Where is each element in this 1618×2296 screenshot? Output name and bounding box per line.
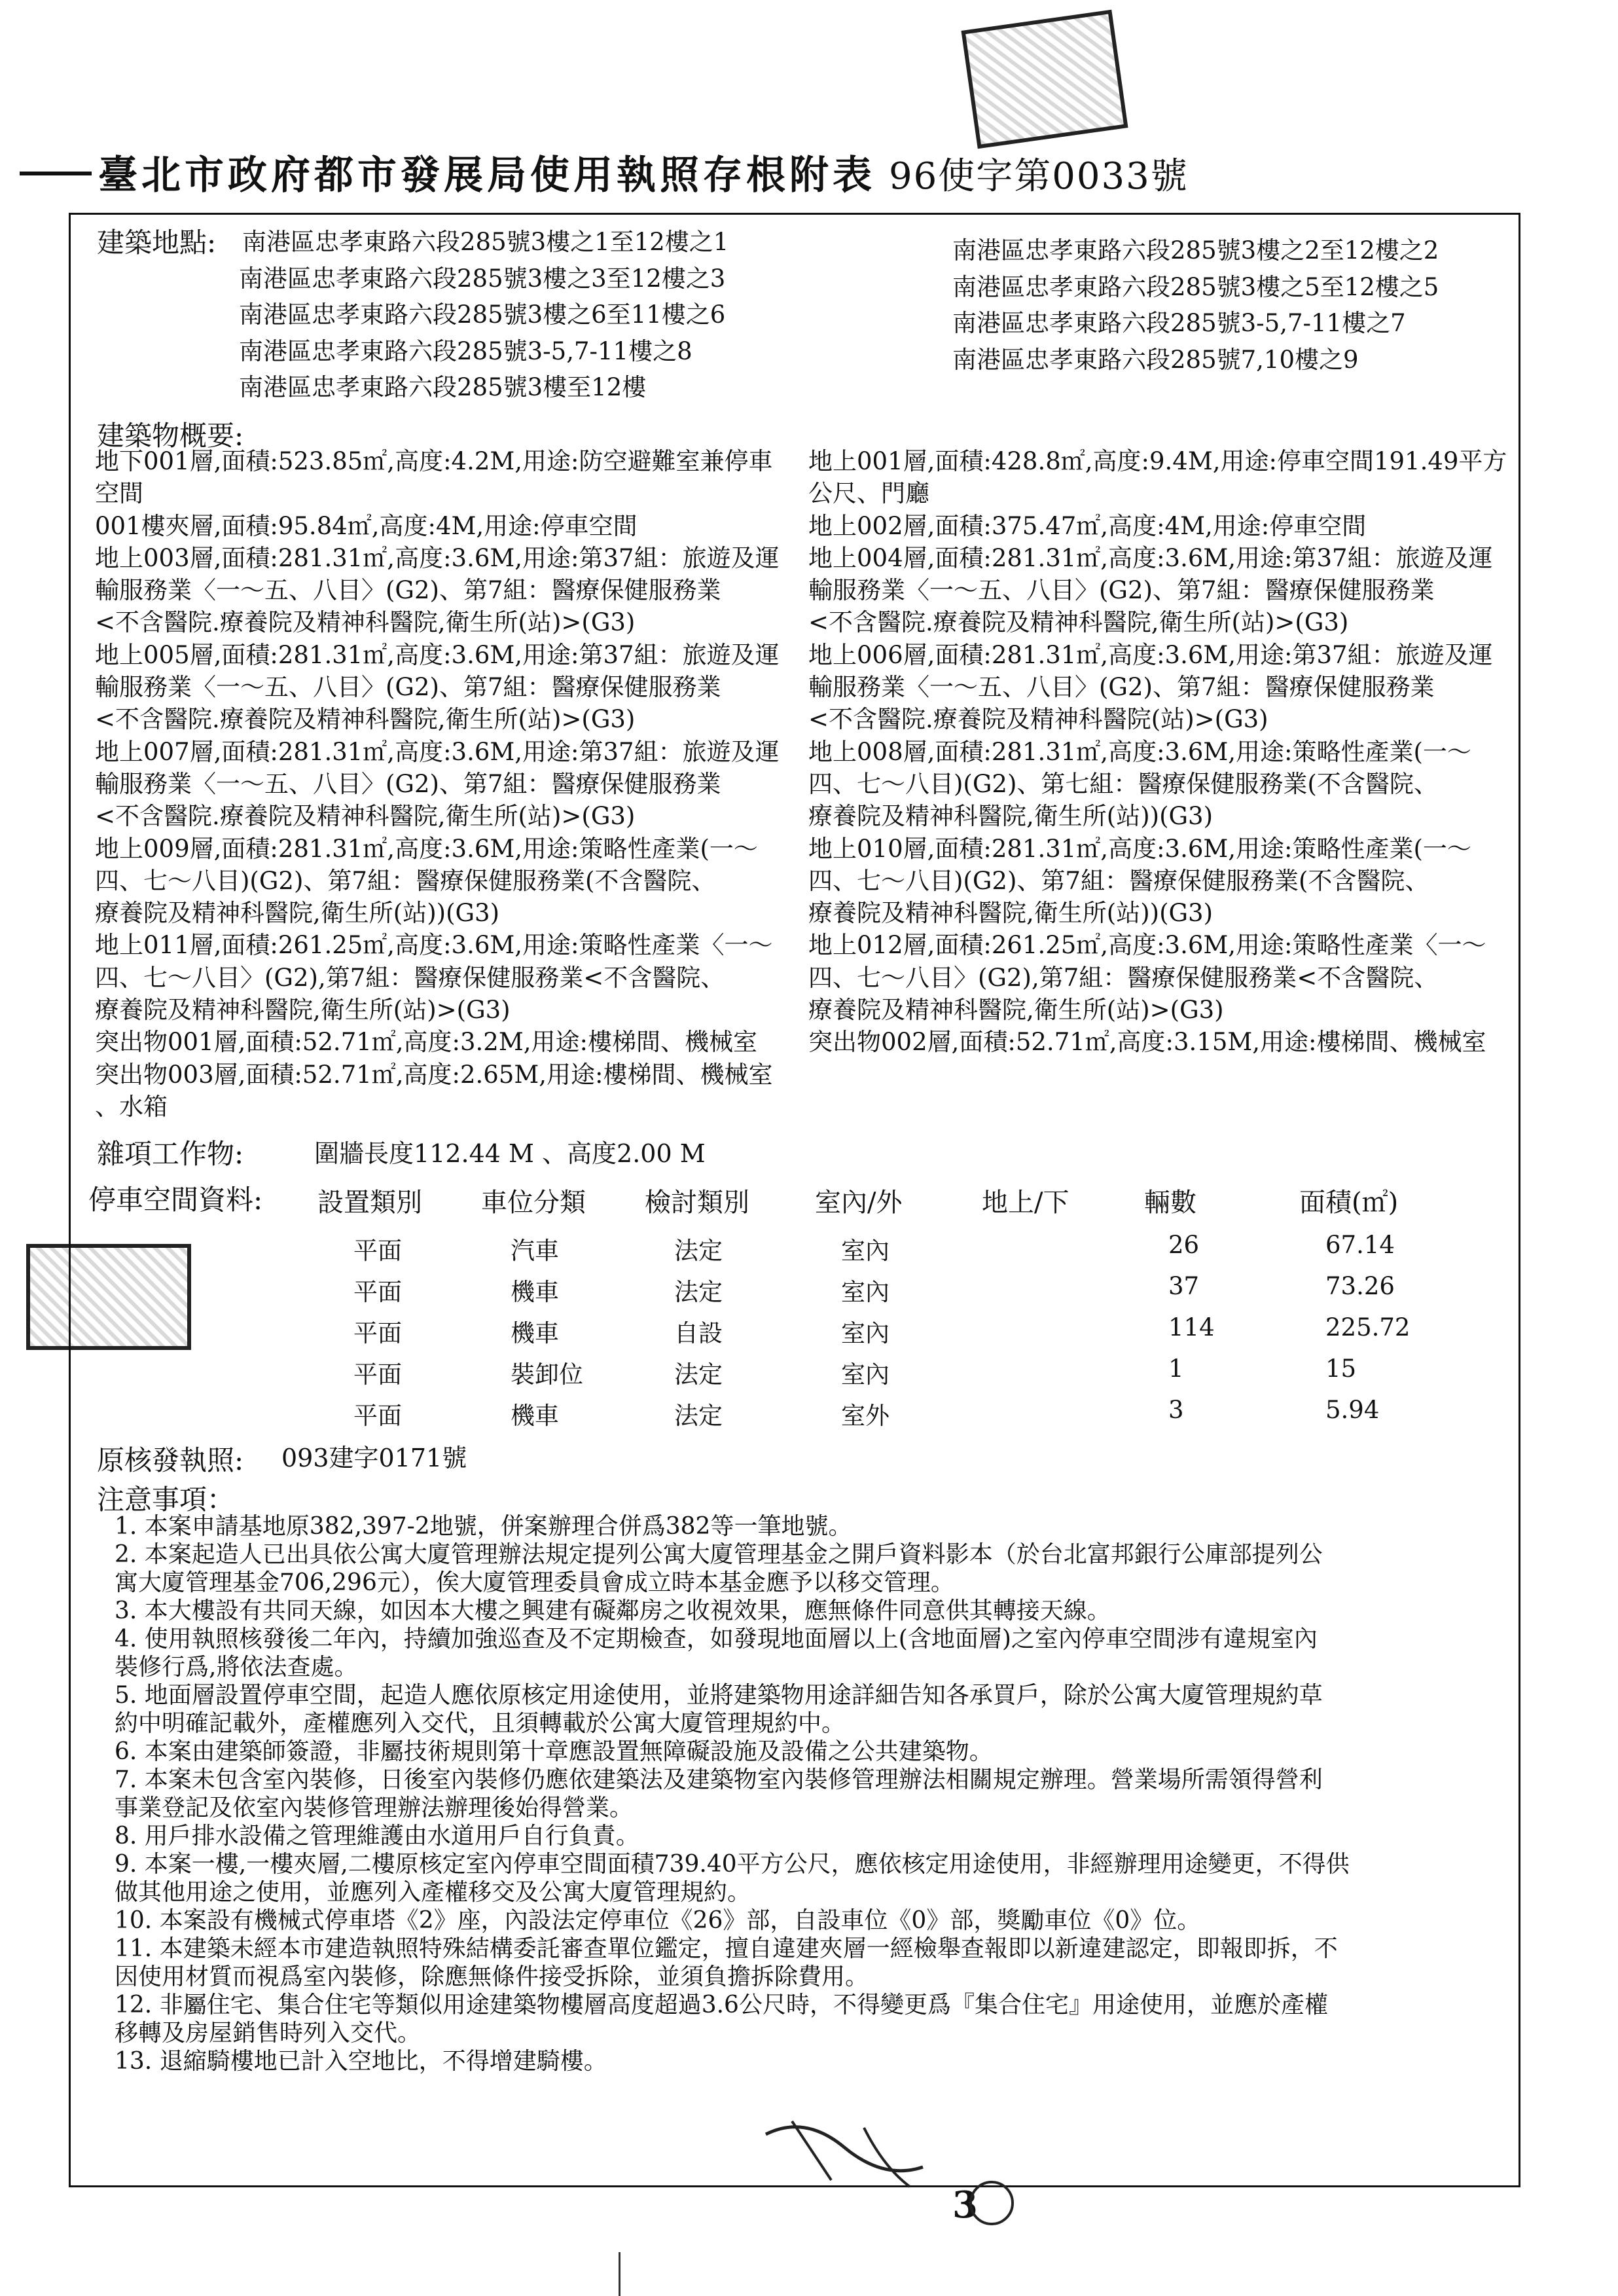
parking-header-cell: 輛數 <box>1144 1188 1196 1218</box>
overview-line: 地上007層,面積:281.31㎡,高度:3.6M,用途:第37組：旅遊及運 <box>95 737 780 766</box>
parking-cell: 室內 <box>841 1319 890 1347</box>
note-line: 寓大廈管理基金706,296元），俟大廈管理委員會成立時本基金應予以移交管理。 <box>115 1569 954 1596</box>
parking-cell: 法定 <box>674 1360 723 1389</box>
overview-line: 四、七～八目〉(G2),第7組：醫療保健服務業<不含醫院、 <box>95 963 725 992</box>
overview-line: 公尺、門廳 <box>808 479 929 508</box>
parking-cell: 平面 <box>353 1278 402 1306</box>
note-line: 6. 本案由建築師簽證，非屬技術規則第十章應設置無障礙設施及設備之公共建築物。 <box>115 1738 993 1765</box>
overview-line: 輸服務業〈一～五、八目〉(G2)、第7組：醫療保健服務業 <box>95 673 721 702</box>
site-left-list <box>223 224 728 406</box>
note-line: 5. 地面層設置停車空間，起造人應依原核定用途使用，並將建築物用途詳細告知各承買戶，除於公寓大廈管理規約草 <box>115 1682 1323 1709</box>
overview-line: <不含醫院.療養院及精神科醫院(站)>(G3) <box>808 705 1268 734</box>
misc-label: 雜項工作物: <box>97 1138 244 1170</box>
parking-header-cell: 地上/下 <box>982 1188 1070 1218</box>
overview-line: 地上012層,面積:261.25㎡,高度:3.6M,用途:策略性產業〈一～ <box>808 931 1486 960</box>
notes-label: 注意事項： <box>97 1484 235 1516</box>
overview-line: 突出物002層,面積:52.71㎡,高度:3.15M,用途:樓梯間、機械室 <box>808 1028 1486 1057</box>
permit-number: 96使字第0033號 <box>889 155 1189 198</box>
site-label: 建築地點: <box>97 227 217 259</box>
note-line: 11. 本建築未經本市建造執照特殊結構委託審查單位鑑定，擅自違建夾層一經檢舉查報即以新違建認定，即報即拆，不 <box>115 1935 1338 1962</box>
overview-line: 輸服務業〈一～五、八目〉(G2)、第7組：醫療保健服務業 <box>95 576 721 605</box>
overview-line: 四、七～八目)(G2)、第七組：醫療保健服務業(不含醫院、 <box>808 769 1438 798</box>
parking-cell: 平面 <box>353 1402 402 1430</box>
overview-right-column <box>808 445 1507 1059</box>
note-line: 13. 退縮騎樓地已計入空地比，不得增建騎樓。 <box>115 2048 607 2075</box>
original-label: 原核發執照: <box>97 1444 244 1476</box>
parking-header-cell: 室內/外 <box>815 1188 903 1218</box>
overview-left-column <box>95 445 780 1123</box>
parking-cell: 67.14 <box>1325 1231 1395 1259</box>
site-address: 南港區忠孝東路六段285號3樓之1至12樓之1 <box>242 228 729 256</box>
note-line: 9. 本案一樓,一樓夾層,二樓原核定室內停車空間面積739.40平方公尺，應依核定用途使用，非經辦理用途變更，不得供 <box>115 1851 1350 1878</box>
original-value: 093建字0171號 <box>281 1444 467 1472</box>
overview-line: 四、七～八目〉(G2),第7組：醫療保健服務業<不含醫院、 <box>808 963 1439 992</box>
parking-header-cell: 面積(㎡) <box>1299 1188 1399 1218</box>
note-line: 10. 本案設有機械式停車塔《2》座，內設法定停車位《26》部，自設車位《0》部，獎勵車位《0》位。 <box>115 1907 1201 1934</box>
overview-line: 地上010層,面積:281.31㎡,高度:3.6M,用途:策略性產業(一～ <box>808 834 1471 863</box>
parking-cell: 機車 <box>511 1319 559 1347</box>
note-line: 12. 非屬住宅、集合住宅等類似用途建築物樓層高度超過3.6公尺時，不得變更爲『集合住宅』用途使用，並應於產權 <box>115 1992 1328 2018</box>
parking-cell: 法定 <box>674 1278 723 1306</box>
overview-label: 建築物概要: <box>97 420 244 452</box>
note-line: 7. 本案未包含室內裝修，日後室內裝修仍應依建築法及建築物室內裝修管理辦法相關規定辦理。營業場所需領得營利 <box>115 1766 1323 1793</box>
parking-cell: 114 <box>1168 1313 1215 1341</box>
parking-header-cell: 設置類別 <box>317 1188 422 1218</box>
parking-cell: 平面 <box>353 1319 402 1347</box>
notes-list <box>115 1512 1350 2075</box>
overview-line: 突出物003層,面積:52.71㎡,高度:2.65M,用途:樓梯間、機械室 <box>95 1060 773 1089</box>
note-line: 移轉及房屋銷售時列入交代。 <box>115 2020 422 2047</box>
overview-line: 突出物001層,面積:52.71㎡,高度:3.2M,用途:樓梯間、機械室 <box>95 1028 757 1057</box>
parking-cell: 室內 <box>841 1360 890 1389</box>
parking-cell: 5.94 <box>1325 1396 1380 1424</box>
note-line: 2. 本案起造人已出具依公寓大廈管理辦法規定提列公寓大廈管理基金之開戶資料影本（於台北富邦銀行公庫部提列公 <box>115 1541 1323 1568</box>
parking-cell: 機車 <box>511 1278 559 1306</box>
overview-line: 地上003層,面積:281.31㎡,高度:3.6M,用途:第37組：旅遊及運 <box>95 543 780 572</box>
site-address: 南港區忠孝東路六段285號3樓之2至12樓之2 <box>952 236 1439 264</box>
overview-line: 四、七～八目)(G2)、第7組：醫療保健服務業(不含醫院、 <box>808 866 1429 895</box>
misc-value: 圍牆長度112.44 M 、高度2.00 M <box>314 1139 706 1168</box>
note-line: 1. 本案申請基地原382,397-2地號，併案辦理合併爲382等一筆地號。 <box>115 1513 852 1540</box>
site-address: 南港區忠孝東路六段285號3-5,7-11樓之8 <box>239 337 692 365</box>
note-line: 裝修行爲,將依法查處。 <box>115 1654 358 1681</box>
parking-cell: 室內 <box>841 1237 890 1265</box>
note-line: 3. 本大樓設有共同天線，如因本大樓之興建有礙鄰房之收視效果，應無條件同意供其轉接天線。 <box>115 1597 1111 1624</box>
parking-cell: 法定 <box>674 1237 723 1265</box>
overview-line: <不含醫院.療養院及精神科醫院,衛生所(站)>(G3) <box>95 608 636 637</box>
overview-line: 地上011層,面積:261.25㎡,高度:3.6M,用途:策略性產業〈一～ <box>95 931 773 960</box>
site-address: 南港區忠孝東路六段285號3樓之3至12樓之3 <box>239 264 726 293</box>
note-line: 事業登記及依室內裝修管理辦法辦理後始得營業。 <box>115 1795 634 1821</box>
parking-cell: 225.72 <box>1325 1313 1411 1341</box>
parking-cell: 裝卸位 <box>511 1360 583 1389</box>
overview-line: 輸服務業〈一～五、八目〉(G2)、第7組：醫療保健服務業 <box>808 673 1435 702</box>
overview-line: 地上005層,面積:281.31㎡,高度:3.6M,用途:第37組：旅遊及運 <box>95 640 780 669</box>
note-line: 8. 用戶排水設備之管理維護由水道用戶自行負責。 <box>115 1823 639 1850</box>
parking-cell: 37 <box>1168 1272 1200 1300</box>
site-address: 南港區忠孝東路六段285號7,10樓之9 <box>952 345 1359 374</box>
parking-cell: 73.26 <box>1325 1272 1395 1300</box>
overview-line: <不含醫院.療養院及精神科醫院,衛生所(站)>(G3) <box>95 802 636 831</box>
overview-line: 輸服務業〈一～五、八目〉(G2)、第7組：醫療保健服務業 <box>95 769 721 798</box>
site-address: 南港區忠孝東路六段285號3-5,7-11樓之7 <box>952 309 1406 337</box>
parking-header-cell: 車位分類 <box>481 1188 586 1218</box>
footer-handwritten-mark <box>753 2108 949 2213</box>
overview-line: 輸服務業〈一～五、八目〉(G2)、第7組：醫療保健服務業 <box>808 576 1435 605</box>
note-line: 4. 使用執照核發後二年內，持續加強巡查及不定期檢查，如發現地面層以上(含地面層)之室內停車空間涉有違規室內 <box>115 1626 1318 1652</box>
site-right-list <box>952 232 1439 378</box>
parking-cell: 汽車 <box>511 1237 559 1265</box>
top-seal-stamp <box>961 10 1128 149</box>
overview-line: 地上001層,面積:428.8㎡,高度:9.4M,用途:停車空間191.49平方 <box>808 447 1507 475</box>
overview-line: 療養院及精神科醫院,衛生所(站)>(G3) <box>95 996 511 1025</box>
note-line: 因使用材質而視爲室內裝修，除應無條件接受拆除，並須負擔拆除費用。 <box>115 1963 869 1990</box>
title-text: 臺北市政府都市發展局使用執照存根附表 <box>98 153 876 198</box>
page-mark: 3 <box>952 2183 978 2227</box>
parking-cell: 自設 <box>674 1319 723 1347</box>
parking-cell: 機車 <box>511 1402 559 1430</box>
header-dash-mark <box>20 172 92 175</box>
parking-cell: 3 <box>1168 1396 1184 1424</box>
fold-line <box>619 2252 620 2296</box>
note-line: 做其他用途之使用，並應列入產權移交及公寓大廈管理規約。 <box>115 1879 751 1906</box>
parking-cell: 法定 <box>674 1402 723 1430</box>
site-address: 南港區忠孝東路六段285號3樓之5至12樓之5 <box>952 272 1439 301</box>
parking-cell: 平面 <box>353 1360 402 1389</box>
overview-line: 療養院及精神科醫院,衛生所(站)>(G3) <box>808 996 1224 1025</box>
page-title <box>98 144 1189 200</box>
overview-line: 地上009層,面積:281.31㎡,高度:3.6M,用途:策略性產業(一～ <box>95 834 758 863</box>
overview-line: 療養院及精神科醫院,衛生所(站))(G3) <box>808 899 1214 928</box>
parking-label: 停車空間資料: <box>88 1184 263 1216</box>
overview-line: 療養院及精神科醫院,衛生所(站))(G3) <box>808 802 1214 831</box>
parking-cell: 15 <box>1325 1355 1357 1383</box>
overview-line: 療養院及精神科醫院,衛生所(站))(G3) <box>95 899 500 928</box>
site-address: 南港區忠孝東路六段285號3樓至12樓 <box>239 373 647 401</box>
overview-line: 地上006層,面積:281.31㎡,高度:3.6M,用途:第37組：旅遊及運 <box>808 640 1493 669</box>
overview-line: <不含醫院.療養院及精神科醫院,衛生所(站)>(G3) <box>95 705 636 734</box>
overview-line: 四、七～八目)(G2)、第7組：醫療保健服務業(不含醫院、 <box>95 866 716 895</box>
footer-circle-mark <box>962 2174 1021 2232</box>
parking-cell: 平面 <box>353 1237 402 1265</box>
overview-line: 、水箱 <box>95 1092 168 1121</box>
overview-line: 地上008層,面積:281.31㎡,高度:3.6M,用途:策略性產業(一～ <box>808 737 1471 766</box>
parking-cell: 室內 <box>841 1278 890 1306</box>
overview-line: 001樓夾層,面積:95.84㎡,高度:4M,用途:停車空間 <box>95 511 638 540</box>
parking-cell: 1 <box>1168 1355 1184 1383</box>
overview-line: 地下001層,面積:523.85㎡,高度:4.2M,用途:防空避難室兼停車 <box>95 447 773 475</box>
overview-line: <不含醫院.療養院及精神科醫院,衛生所(站)>(G3) <box>808 608 1349 637</box>
parking-cell: 26 <box>1168 1231 1200 1259</box>
site-address: 南港區忠孝東路六段285號3樓之6至11樓之6 <box>239 301 726 329</box>
overview-line: 地上004層,面積:281.31㎡,高度:3.6M,用途:第37組：旅遊及運 <box>808 543 1493 572</box>
parking-header-cell: 檢討類別 <box>645 1188 749 1218</box>
overview-line: 地上002層,面積:375.47㎡,高度:4M,用途:停車空間 <box>808 511 1367 540</box>
overview-line: 空間 <box>95 479 143 508</box>
note-line: 約中明確記載外，產權應列入交代，且須轉載於公寓大廈管理規約中。 <box>115 1710 846 1737</box>
parking-cell: 室外 <box>841 1402 890 1430</box>
